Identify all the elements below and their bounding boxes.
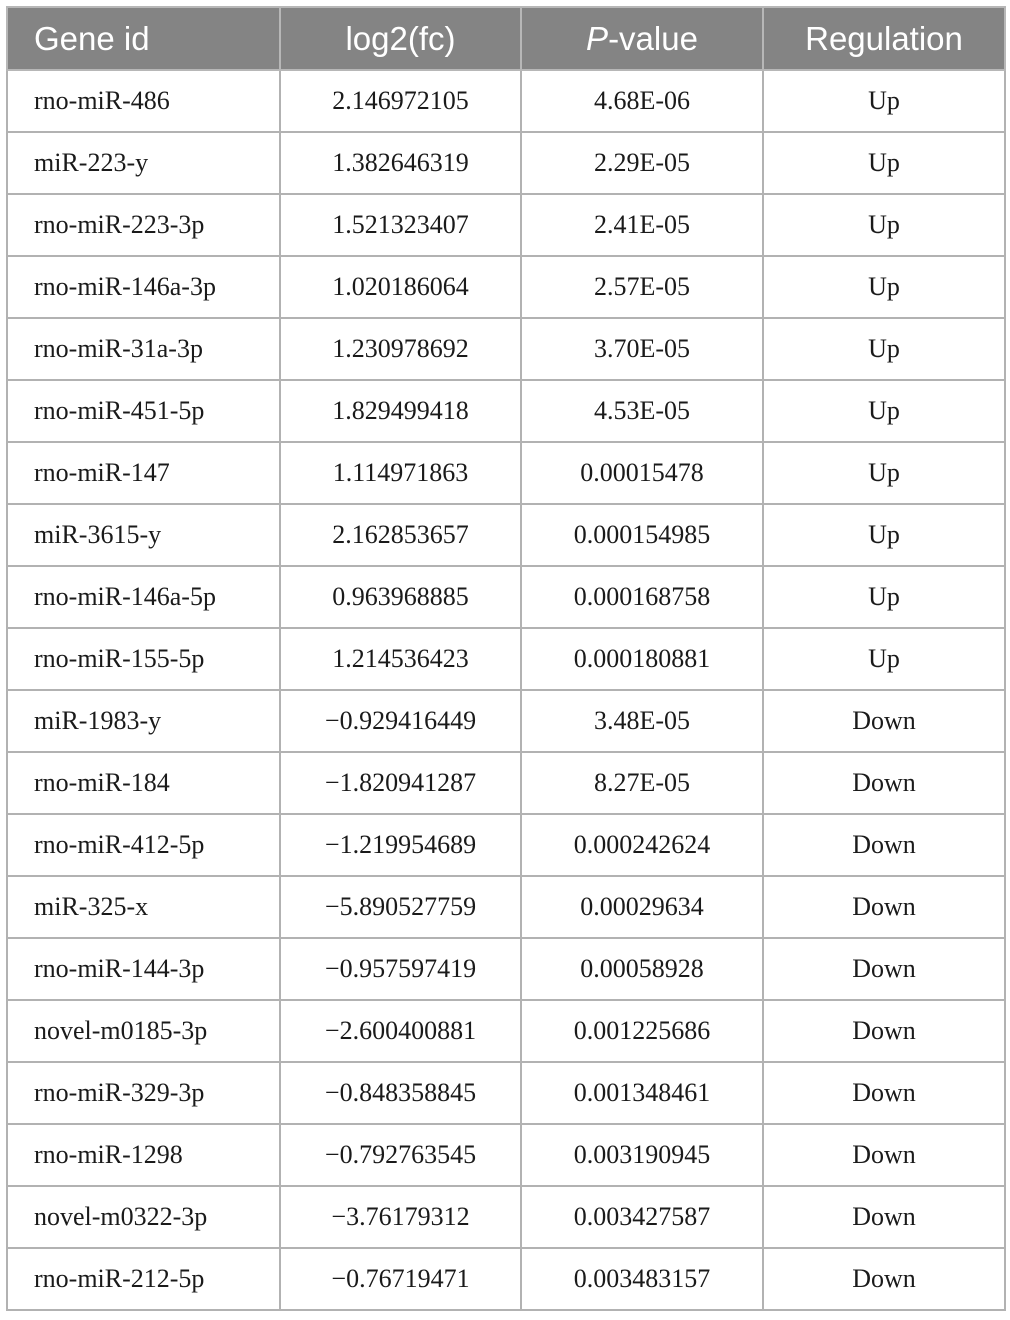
log2fc-cell: −5.890527759 [280,876,521,938]
regulation-cell: Up [763,194,1005,256]
gene-id-cell: rno-miR-212-5p [7,1248,280,1310]
gene-id-cell: rno-miR-486 [7,70,280,132]
log2fc-cell: 1.829499418 [280,380,521,442]
mirna-table [6,6,1006,1311]
regulation-cell: Down [763,1000,1005,1062]
regulation-cell: Up [763,504,1005,566]
pvalue-cell: 0.000168758 [521,566,763,628]
regulation-cell: Up [763,132,1005,194]
pvalue-cell: 0.000154985 [521,504,763,566]
pvalue-cell: 0.001225686 [521,1000,763,1062]
log2fc-cell: 1.214536423 [280,628,521,690]
pvalue-cell: 0.000242624 [521,814,763,876]
pvalue-cell: 8.27E-05 [521,752,763,814]
log2fc-cell: −0.957597419 [280,938,521,1000]
gene-id-cell: rno-miR-1298 [7,1124,280,1186]
log2fc-cell: −0.792763545 [280,1124,521,1186]
log2fc-cell: −3.76179312 [280,1186,521,1248]
table-row [7,442,1005,504]
header-row [7,7,1005,70]
table-header [7,7,1005,70]
table-row [7,628,1005,690]
regulation-cell: Up [763,318,1005,380]
pvalue-cell: 3.70E-05 [521,318,763,380]
log2fc-cell: 2.162853657 [280,504,521,566]
pvalue-cell: 0.000180881 [521,628,763,690]
table-body [7,70,1005,1310]
pvalue-cell: 0.003190945 [521,1124,763,1186]
regulation-cell: Up [763,380,1005,442]
table-row [7,70,1005,132]
header-pvalue-rest: -value [608,19,698,57]
table-row [7,504,1005,566]
pvalue-cell: 2.41E-05 [521,194,763,256]
gene-id-cell: rno-miR-155-5p [7,628,280,690]
log2fc-cell: −0.848358845 [280,1062,521,1124]
table-row [7,132,1005,194]
table-row [7,380,1005,442]
table-row [7,1186,1005,1248]
header-pvalue-italic: P [586,19,609,57]
pvalue-cell: 4.53E-05 [521,380,763,442]
log2fc-cell: 1.521323407 [280,194,521,256]
regulation-cell: Up [763,566,1005,628]
regulation-cell: Down [763,1186,1005,1248]
table-row [7,814,1005,876]
header-log2fc: log2(fc) [280,7,521,70]
regulation-cell: Down [763,1124,1005,1186]
log2fc-cell: −2.600400881 [280,1000,521,1062]
pvalue-cell: 0.00015478 [521,442,763,504]
pvalue-cell: 3.48E-05 [521,690,763,752]
gene-id-cell: rno-miR-329-3p [7,1062,280,1124]
regulation-cell: Down [763,690,1005,752]
table-row [7,690,1005,752]
log2fc-cell: 1.114971863 [280,442,521,504]
regulation-cell: Up [763,70,1005,132]
pvalue-cell: 0.003483157 [521,1248,763,1310]
log2fc-cell: 0.963968885 [280,566,521,628]
gene-id-cell: rno-miR-451-5p [7,380,280,442]
table-row [7,1248,1005,1310]
regulation-cell: Up [763,628,1005,690]
table-row [7,876,1005,938]
gene-id-cell: novel-m0185-3p [7,1000,280,1062]
log2fc-cell: −0.929416449 [280,690,521,752]
table-row [7,256,1005,318]
gene-id-cell: miR-325-x [7,876,280,938]
pvalue-cell: 0.00058928 [521,938,763,1000]
pvalue-cell: 0.001348461 [521,1062,763,1124]
pvalue-cell: 2.57E-05 [521,256,763,318]
regulation-cell: Down [763,1062,1005,1124]
log2fc-cell: −1.219954689 [280,814,521,876]
gene-id-cell: rno-miR-144-3p [7,938,280,1000]
regulation-cell: Down [763,938,1005,1000]
gene-id-cell: miR-1983-y [7,690,280,752]
gene-id-cell: rno-miR-146a-3p [7,256,280,318]
pvalue-cell: 0.003427587 [521,1186,763,1248]
table-row [7,1124,1005,1186]
gene-id-cell: rno-miR-223-3p [7,194,280,256]
table-row [7,566,1005,628]
pvalue-cell: 2.29E-05 [521,132,763,194]
regulation-cell: Down [763,876,1005,938]
gene-id-cell: rno-miR-412-5p [7,814,280,876]
regulation-cell: Down [763,1248,1005,1310]
log2fc-cell: 1.382646319 [280,132,521,194]
gene-id-cell: novel-m0322-3p [7,1186,280,1248]
table-row [7,1062,1005,1124]
pvalue-cell: 0.00029634 [521,876,763,938]
header-gene-id: Gene id [7,7,280,70]
table-row [7,318,1005,380]
gene-id-cell: rno-miR-184 [7,752,280,814]
gene-id-cell: miR-223-y [7,132,280,194]
gene-id-cell: rno-miR-146a-5p [7,566,280,628]
table-row [7,1000,1005,1062]
table-row [7,938,1005,1000]
gene-id-cell: miR-3615-y [7,504,280,566]
header-pvalue [521,7,763,70]
regulation-cell: Down [763,814,1005,876]
pvalue-cell: 4.68E-06 [521,70,763,132]
gene-id-cell: rno-miR-31a-3p [7,318,280,380]
regulation-cell: Up [763,442,1005,504]
header-regulation: Regulation [763,7,1005,70]
gene-id-cell: rno-miR-147 [7,442,280,504]
log2fc-cell: −1.820941287 [280,752,521,814]
log2fc-cell: 1.020186064 [280,256,521,318]
table-row [7,194,1005,256]
log2fc-cell: 2.146972105 [280,70,521,132]
regulation-cell: Down [763,752,1005,814]
table-row [7,752,1005,814]
mirna-table-container [6,6,1004,1311]
log2fc-cell: −0.76719471 [280,1248,521,1310]
log2fc-cell: 1.230978692 [280,318,521,380]
regulation-cell: Up [763,256,1005,318]
